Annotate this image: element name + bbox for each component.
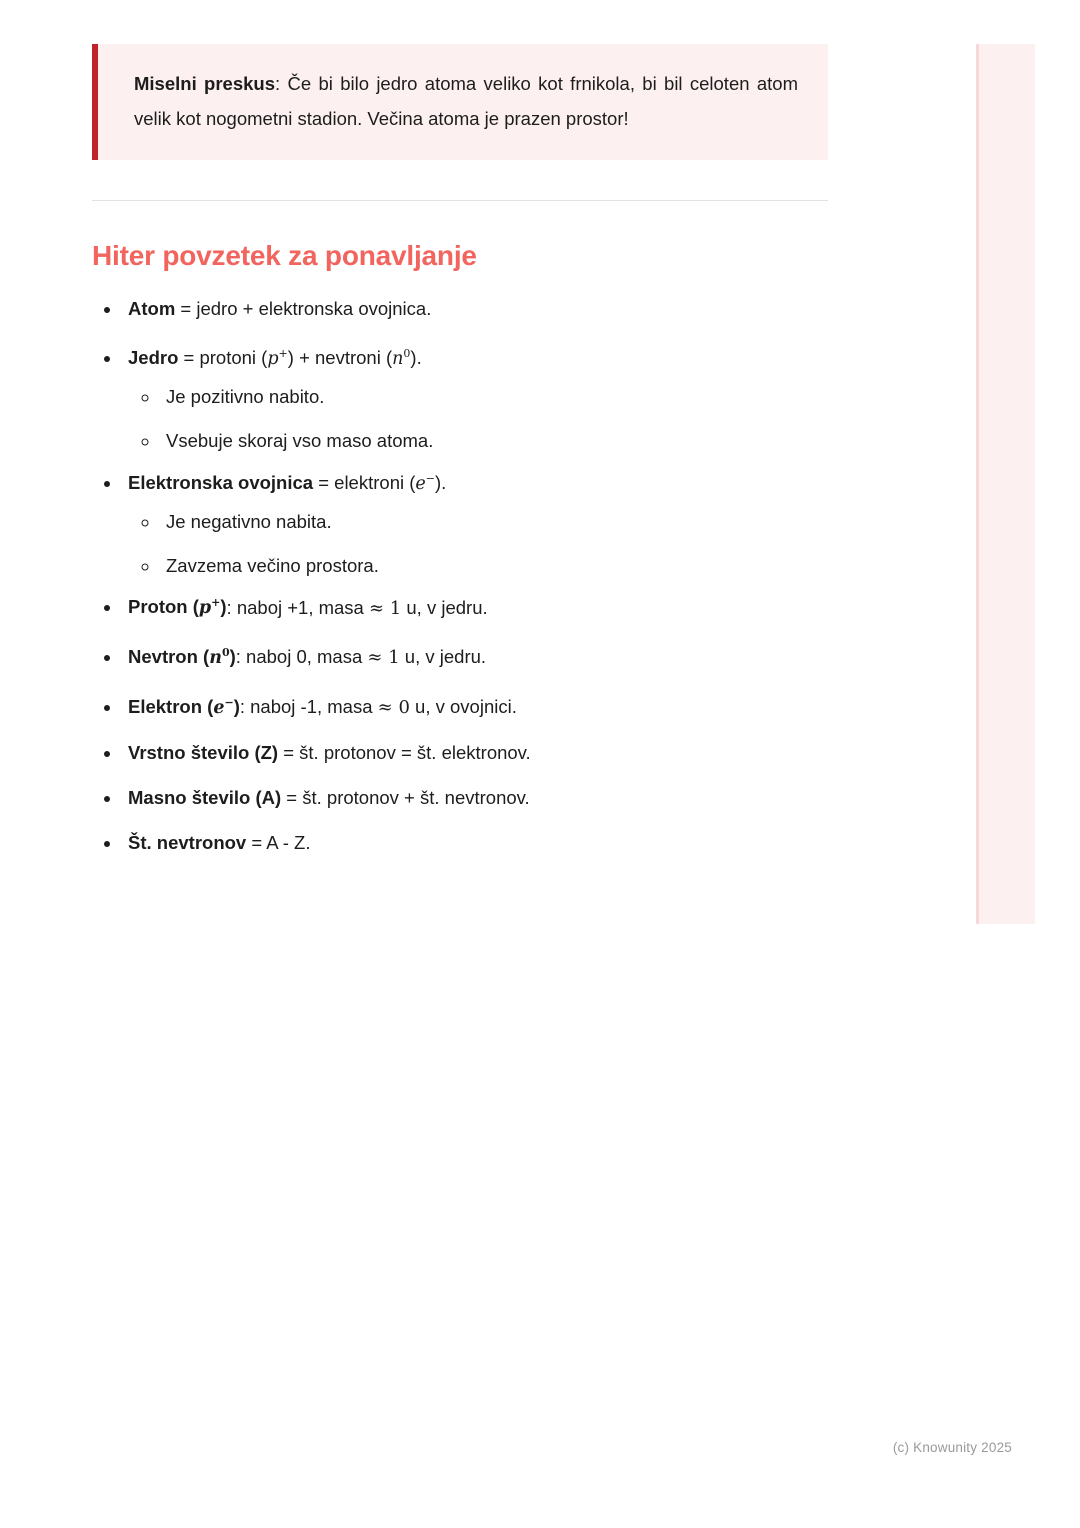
term-label: Elektronska ovojnica xyxy=(128,471,314,493)
approx-value: ≈ 1 xyxy=(367,647,400,669)
sub-list-item: ◦ Je pozitivno nabito. xyxy=(160,383,828,411)
callout-box xyxy=(92,44,828,160)
math-symbol: $n^0$ xyxy=(209,646,230,669)
section-title: Hiter povzetek za ponavljanje xyxy=(92,240,477,271)
list-item xyxy=(122,465,828,580)
callout-lead: Miselni preskus xyxy=(134,73,275,94)
section-divider xyxy=(92,200,828,201)
term-label: Nevtron $(n^0)$ xyxy=(128,646,236,669)
term-label: Vrstno število (Z) xyxy=(128,742,279,764)
term-label: Jedro xyxy=(128,346,179,368)
term-description: : naboj +1, masa xyxy=(226,596,369,618)
term-description: u, v jedru. xyxy=(401,596,488,618)
summary-list xyxy=(92,295,828,857)
document-content xyxy=(92,44,828,874)
term-label: Atom xyxy=(128,298,176,319)
math-symbol: $n^0$ xyxy=(392,347,411,369)
term-description: u, v jedru. xyxy=(399,646,487,668)
approx-value: ≈ 1 xyxy=(368,597,402,619)
list-item xyxy=(122,639,828,672)
math-symbol: p+ xyxy=(267,347,288,369)
sub-list-item: ◦ Vsebuje skoraj vso maso atoma. xyxy=(160,427,828,455)
list-item xyxy=(122,295,828,323)
list-item xyxy=(122,590,828,623)
term-description: = protoni ( xyxy=(178,346,268,368)
math-symbol: p+ xyxy=(198,596,221,619)
callout-text xyxy=(134,66,798,136)
approx-value: ≈ 0 xyxy=(377,697,410,719)
sub-list-item: ◦ Zavzema večino prostora. xyxy=(160,552,828,580)
term-label: Št. nevtronov xyxy=(128,832,247,854)
list-item xyxy=(122,689,828,722)
decorative-side-strip xyxy=(976,44,1035,924)
term-description: u, v ovojnici. xyxy=(409,696,517,718)
term-description: = št. protonov + št. nevtronov. xyxy=(281,787,530,809)
term-description: = A - Z. xyxy=(246,832,311,854)
list-item xyxy=(122,784,828,812)
term-description: ). xyxy=(410,346,422,368)
term-label: Proton (p+) xyxy=(128,596,227,619)
list-item xyxy=(122,340,828,455)
list-item xyxy=(122,739,828,767)
term-description: ). xyxy=(434,471,447,493)
term-description: = jedro + elektronska ovojnica. xyxy=(175,298,432,319)
term-description: ) + nevtroni ( xyxy=(287,346,393,368)
term-label: Elektron (e−) xyxy=(128,696,240,719)
footer-copyright: (c) Knowunity 2025 xyxy=(892,1440,1012,1455)
sub-list-item: ◦ Je negativno nabita. xyxy=(160,508,828,536)
sub-list xyxy=(128,383,828,455)
term-description: = elektroni ( xyxy=(313,471,416,493)
math-symbol: e− xyxy=(415,471,435,494)
list-item xyxy=(122,829,828,857)
sub-list xyxy=(128,508,828,580)
term-description: : naboj -1, masa xyxy=(239,696,378,718)
term-description: : naboj 0, masa xyxy=(235,646,368,668)
term-description: = št. protonov = št. elektronov. xyxy=(278,742,531,764)
term-label: Masno število (A) xyxy=(128,787,282,809)
callout-body: : Če bi bilo jedro atoma veliko kot frnikola, bi bil celoten atom velik kot nogometni stadion. Večina atoma je prazen prostor! xyxy=(134,73,798,129)
math-symbol: e− xyxy=(213,696,234,719)
